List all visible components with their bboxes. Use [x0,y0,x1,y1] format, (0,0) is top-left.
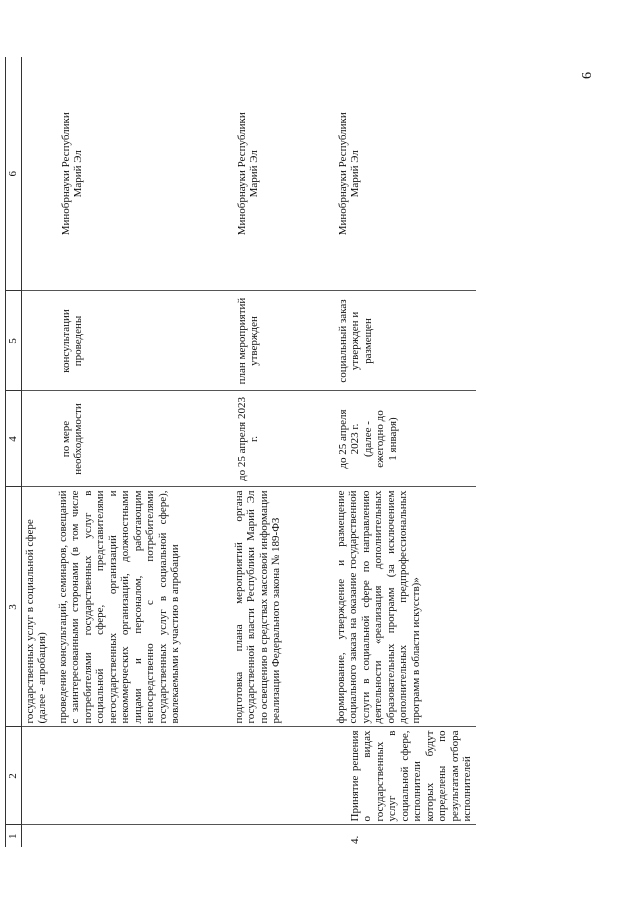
result-text: план мероприятий утвержден [235,297,260,385]
activity-text: формирование, утверждение и размещение социального заказа на оказание государственной услуги в социальной сфере по направлению деятельности «реализация дополнительных образовательных программ (за исключением дополнительных предпрофессиональных программ в области искусств)» [334,490,422,724]
row-number: 4. [348,835,361,844]
responsible-text: Минобрнауки Республики Марий Эл [336,112,361,236]
table-header-row [6,57,22,847]
column-header: 5 [6,291,22,391]
column-header: 6 [6,57,22,291]
column-header: 3 [6,487,22,727]
deadline-text: по мере необходимости [59,403,84,475]
activity-text: проведение консультаций, семинаров, совещаний с заинтересованными сторонами (в том числе потребителями государственных услуг в социальной сфере, представителями негосударственных организаций и некоммерческих организаций, должностными лицами и персоналом, работающим непосредственно с потребителями государственных услуг в социальной сфере), вовлекаемыми к участию в апробации [56,490,181,724]
task-cell [21,727,476,825]
responsible-text: Минобрнауки Республики Марий Эл [235,112,260,236]
number-cell [21,825,476,847]
column-header: 2 [6,727,22,825]
plan-table [5,57,476,847]
table-body-row [21,57,476,847]
result-text: социальный заказ утвержден и размещен [336,299,374,383]
continuation-text: государственных услуг в социальной сфере (далее - апробация) [23,519,48,724]
deadline-text: до 25 апреля 2023 г. (далее - ежегодно до 1 января) [336,409,399,469]
result-text: консультации проведены [59,309,84,373]
activity-text: подготовка плана мероприятий органа государственной власти Республики Марий Эл по освещению в средствах массовой информации реализации Федерального закона № 189-ФЗ [232,490,282,724]
task-text: Принятие решения о видах государственных услуг в социальной сфере, исполнители которых будут определены по результатам отбора исполнителей [348,730,473,822]
result-cell [21,291,476,391]
responsible-text: Минобрнауки Республики Марий Эл [59,112,84,236]
column-header: 1 [6,825,22,847]
responsible-cell [21,57,476,291]
column-header: 4 [6,391,22,487]
page-number: 6 [580,72,595,79]
deadline-cell [21,391,476,487]
activity-cell [21,487,476,727]
deadline-text: до 25 апреля 2023 г. [235,397,260,481]
